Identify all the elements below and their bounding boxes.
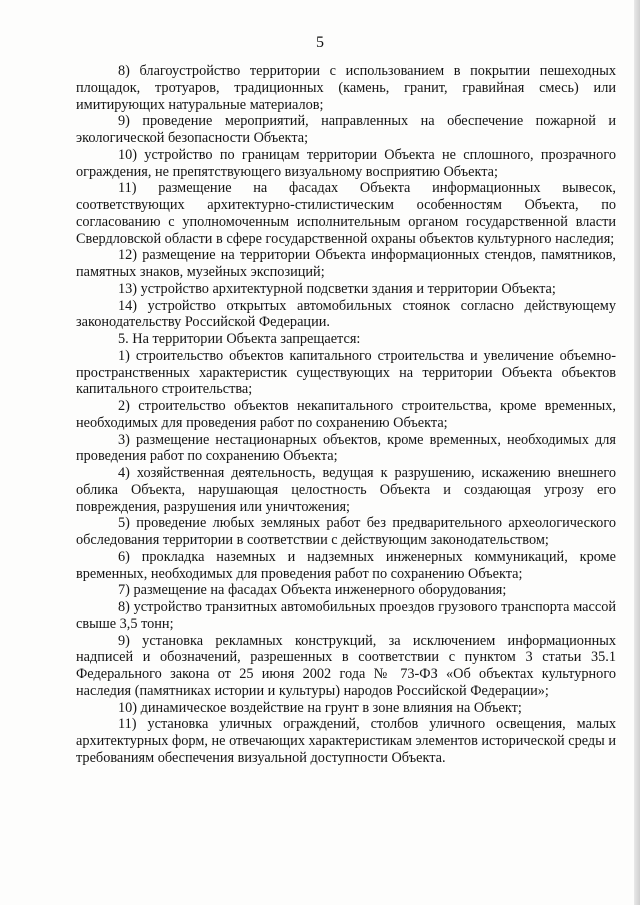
paragraph-item-1-prohibited: 1) строительство объектов капитального строительства и увеличение объемно-пространственных характеристик существующих на территории Объекта объектов капитального строительства; [76, 347, 616, 398]
paragraph-item-11-prohibited: 11) установка уличных ограждений, столбов уличного освещения, малых архитектурных форм, не отвечающих характеристикам элементов исторической среды и требованиям обеспечения визуальной доступности Объекта. [76, 716, 616, 766]
paragraph-item-3-prohibited: 3) размещение нестационарных объектов, кроме временных, необходимых для проведения работ по сохранению Объекта; [76, 431, 616, 465]
paragraph-item-10-prohibited: 10) динамическое воздействие на грунт в зоне влияния на Объект; [118, 699, 522, 716]
paragraph-item-8-allowed: 8) благоустройство территории с использованием в покрытии пешеходных площадок, тротуаров, традиционных (камень, гранит, гравийная смесь) или имитирующих натуральные материалов; [76, 63, 616, 113]
paragraph-item-8-prohibited: 8) устройство транзитных автомобильных проездов грузового транспорта массой свыше 3,5 тонн; [76, 599, 616, 632]
section-heading-prohibited: 5. На территории Объекта запрещается: [118, 331, 361, 347]
paragraph-item-9-prohibited: 9) установка рекламных конструкций, за исключением информационных надписей и обозначений, разрешенных в соответствии с пунктом 3 статьи 35.1 Федерального закона от 25 июня 2002 года № 73-ФЗ «Об объектах культурного наследия (памятниках истории и культуры) народов Российской Федерации»; [76, 632, 616, 699]
paragraph-item-12-allowed: 12) размещение на территории Объекта информационных стендов, памятников, памятных знаков, музейных экспозиций; [76, 247, 616, 280]
page-number: 5 [316, 34, 324, 51]
paragraph-item-2-prohibited: 2) строительство объектов некапитального строительства, кроме временных, необходимых для проведения работ по сохранению Объекта; [76, 398, 616, 431]
paragraph-item-10-allowed: 10) устройство по границам территории Объекта не сплошного, прозрачного ограждения, не препятствующего визуальному восприятию Объекта; [76, 146, 616, 180]
page-edge-shadow [634, 0, 640, 905]
paragraph-item-5-prohibited: 5) проведение любых земляных работ без предварительного археологического обследования территории в соответствии с действующим законодательством; [76, 515, 616, 548]
paragraph-item-6-prohibited: 6) прокладка наземных и надземных инженерных коммуникаций, кроме временных, необходимых для проведения работ по сохранению Объекта; [76, 548, 616, 582]
document-body [76, 63, 616, 767]
paragraph-item-7-prohibited: 7) размещение на фасадах Объекта инженерного оборудования; [118, 582, 507, 599]
paragraph-item-11-allowed: 11) размещение на фасадах Объекта информационных вывесок, соответствующих архитектурно-стилистическим особенностям Объекта, по согласованию с уполномоченным исполнительным органом государственной власти Свердловской области в сфере государственной охраны объектов культурного наследия; [76, 180, 616, 247]
paragraph-item-9-allowed: 9) проведение мероприятий, направленных на обеспечение пожарной и экологической безопасности Объекта; [76, 113, 616, 146]
paragraph-item-13-allowed: 13) устройство архитектурной подсветки здания и территории Объекта; [118, 280, 556, 297]
paragraph-item-14-allowed: 14) устройство открытых автомобильных стоянок согласно действующему законодательству Российской Федерации. [76, 297, 616, 331]
paragraph-item-4-prohibited: 4) хозяйственная деятельность, ведущая к разрушению, искажению внешнего облика Объекта, нарушающая целостность Объекта и создающая угрозу его повреждения, разрушения или уничтожения; [76, 465, 616, 515]
